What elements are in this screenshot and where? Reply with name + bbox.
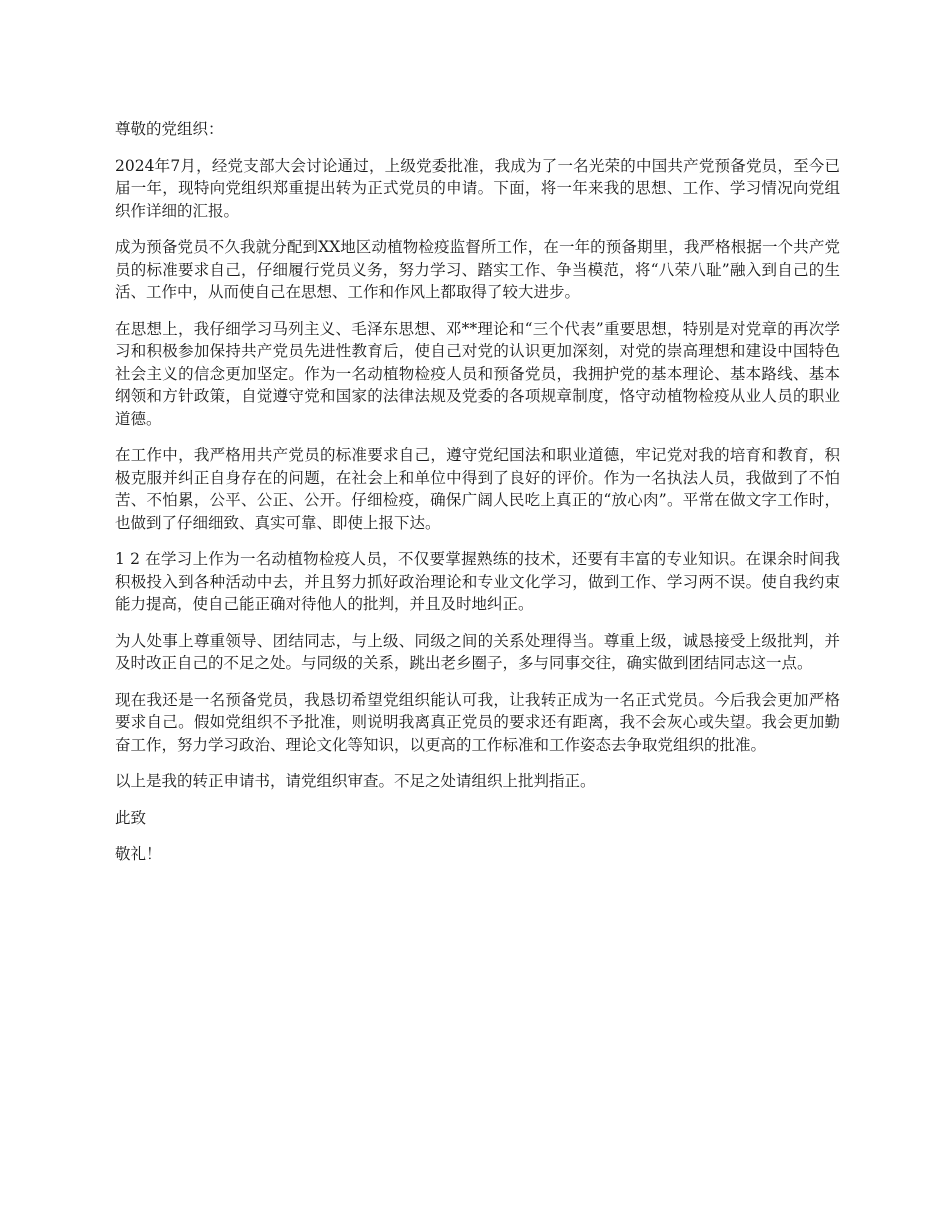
paragraph-thought: 在思想上，我仔细学习马列主义、毛泽东思想、邓**理论和“三个代表”重要思想，特别是对党章的再次学习和积极参加保持共产党员先进性教育后，使自己对党的认识更加深刻，对党的崇高理想和建设中国特色社会主义的信念更加坚定。作为一名动植物检疫人员和预备党员，我拥护党的基本理论、基本路线、基本纲领和方针政策，自觉遵守党和国家的法律法规及党委的各项规章制度，恪守动植物检疫从业人员的职业道德。 — [115, 319, 840, 428]
paragraph-study: 1 2 在学习上作为一名动植物检疫人员，不仅要掌握熟练的技术，还要有丰富的专业知识。在课余时间我积极投入到各种活动中去，并且努力抓好政治理论和专业文化学习，做到工作、学习两不误。使自我约束能力提高，使自己能正确对待他人的批判，并且及时地纠正。 — [115, 550, 840, 613]
paragraph-work: 在工作中，我严格用共产党员的标准要求自己，遵守党纪国法和职业道德，牢记党对我的培育和教育，积极克服并纠正自身存在的问题，在社会上和单位中得到了良好的评价。作为一名执法人员，我做到了不怕苦、不怕累，公平、公正、公开。仔细检疫，确保广阔人民吃上真正的“放心肉”。平常在做文字工作时，也做到了仔细细致、真实可靠、即使上报下达。 — [115, 446, 840, 532]
closing-regards: 此致 — [115, 808, 147, 827]
paragraph-conduct: 为人处事上尊重领导、团结同志，与上级、同级之间的关系处理得当。尊重上级，诚恳接受上级批判，并及时改正自己的不足之处。与同级的关系，跳出老乡圈子，多与同事交往，确实做到团结同志这一点。 — [115, 631, 840, 672]
salutation: 尊敬的党组织： — [115, 120, 224, 138]
closing-salute: 敬礼！ — [115, 845, 162, 863]
paragraph-intro: 2024年7月，经党支部大会讨论通过，上级党委批准，我成为了一名光荣的中国共产党预备党员，至今已届一年，现特向党组织郑重提出转为正式党员的申请。下面，将一年来我的思想、工作、学习情况向党组织作详细的汇报。 — [115, 156, 840, 220]
paragraph-request: 现在我还是一名预备党员，我恳切希望党组织能认可我，让我转正成为一名正式党员。今后我会更加严格要求自己。假如党组织不予批准，则说明我离真正党员的要求还有距离，我不会灰心或失望。我会更加勤奋工作，努力学习政治、理论文化等知识，以更高的工作标准和工作姿态去争取党组织的批准。 — [115, 690, 840, 754]
paragraph-assignment: 成为预备党员不久我就分配到XX地区动植物检疫监督所工作，在一年的预备期里，我严格根据一个共产党员的标准要求自己，仔细履行党员义务，努力学习、踏实工作、争当模范，将“八荣八耻”融入到自己的生活、工作中，从而使自己在思想、工作和作风上都取得了较大进步。 — [115, 238, 840, 301]
application-letter — [115, 118, 840, 880]
paragraph-conclusion: 以上是我的转正申请书，请党组织审查。不足之处请组织上批判指正。 — [115, 772, 596, 790]
